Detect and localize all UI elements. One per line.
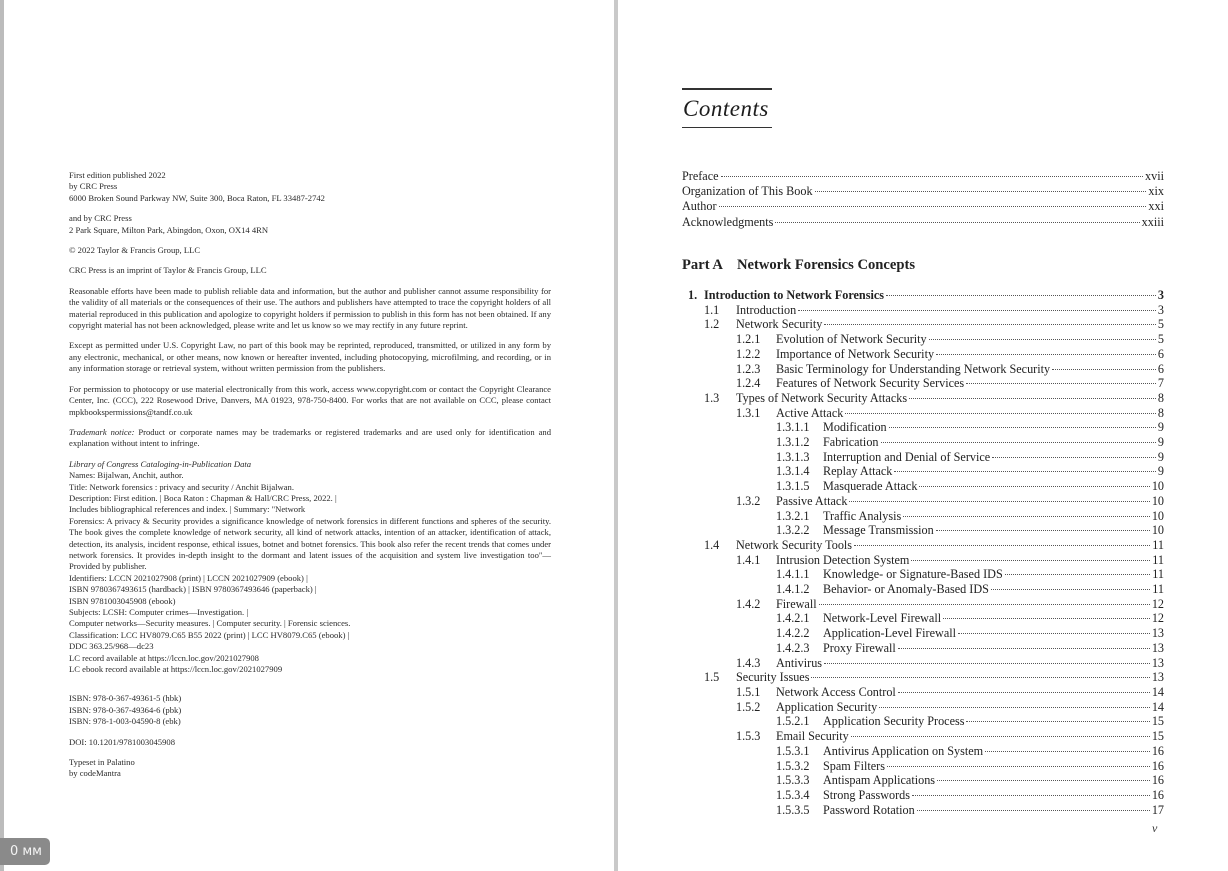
toc-entry-number: 1. bbox=[688, 288, 698, 302]
cip-line: Includes bibliographical references and index. | Summary: "Network bbox=[69, 504, 306, 515]
section-entry[interactable] bbox=[688, 656, 1164, 671]
trademark-paragraph bbox=[69, 427, 551, 450]
imprint-notice bbox=[69, 265, 551, 276]
toc-entry-page: 14 bbox=[1151, 699, 1164, 714]
disclaimer-text: Reasonable efforts have been made to publish reliable data and information, but the author and publisher cannot assume responsibility for the validity of all materials or the consequences of their use. The authors and publishers have attempted to trace the copyright holders of all material reproduced in this publication and apologize to copyright holders if permission to publish in this form has not been obtained. If any copyright material has not been acknowledged, please write and let us know so we may rectify in any future reprint. bbox=[69, 285, 551, 331]
dot-leader bbox=[851, 736, 1150, 737]
toc-entry[interactable] bbox=[682, 184, 1164, 199]
cip-data bbox=[69, 459, 551, 676]
toc-entry-label: Modification bbox=[823, 420, 887, 435]
toc-entry-number: 1.3.1 bbox=[736, 405, 761, 420]
section-entry[interactable] bbox=[688, 538, 1164, 553]
rights-paragraph bbox=[69, 340, 551, 374]
section-entry[interactable] bbox=[688, 391, 1164, 406]
toc-entry-page: 13 bbox=[1151, 640, 1164, 655]
toc-entry-label: Author bbox=[682, 199, 717, 214]
toc-entry-page: 10 bbox=[1151, 523, 1164, 538]
dot-leader bbox=[936, 354, 1156, 355]
toc-entry-label: Fabrication bbox=[823, 435, 879, 450]
cip-line: Computer networks—Security measures. | Computer security. | Forensic sciences. bbox=[69, 618, 351, 629]
toc-entry-page: xxiii bbox=[1141, 214, 1164, 229]
toc-entry-page: 13 bbox=[1151, 626, 1164, 641]
section-entry[interactable] bbox=[688, 509, 1164, 524]
toc-entry-number: 1.2.2 bbox=[736, 346, 761, 361]
toc-entry-label: Masquerade Attack bbox=[823, 479, 918, 494]
toc-entry-number: 1.4.2.1 bbox=[776, 611, 810, 626]
toc-entry-label: Traffic Analysis bbox=[823, 508, 902, 523]
cip-line: ISBN 9781003045908 (ebook) bbox=[69, 595, 176, 606]
section-entry[interactable] bbox=[688, 450, 1164, 465]
toc-entry-page: 16 bbox=[1151, 773, 1164, 788]
toc-entry-label: Antispam Applications bbox=[823, 773, 936, 788]
toc-entry-label: Application Security Process bbox=[823, 714, 965, 729]
chapter-entry[interactable] bbox=[688, 288, 1164, 303]
dot-leader bbox=[991, 589, 1150, 590]
dot-leader bbox=[992, 457, 1156, 458]
toc-entry-page: xvii bbox=[1145, 169, 1164, 183]
dot-leader bbox=[958, 633, 1150, 634]
dot-leader bbox=[937, 780, 1150, 781]
toc-entry-number: 1.4.2 bbox=[736, 596, 761, 611]
section-entry[interactable] bbox=[688, 479, 1164, 494]
page-title: Contents bbox=[683, 96, 769, 121]
toc-entry-label: Network-Level Firewall bbox=[823, 611, 942, 626]
toc-entry-page: 10 bbox=[1151, 493, 1164, 508]
dot-leader bbox=[917, 810, 1150, 811]
section-entry[interactable] bbox=[688, 685, 1164, 700]
dot-leader bbox=[824, 663, 1150, 664]
toc-entry-label: Acknowledgments bbox=[682, 214, 774, 229]
toc-entry-page: 9 bbox=[1157, 449, 1164, 464]
section-entry[interactable] bbox=[688, 332, 1164, 347]
copyright-notice bbox=[69, 245, 551, 256]
toc-entry-number: 1.5.3.4 bbox=[776, 787, 810, 802]
toc-entry-page: 8 bbox=[1157, 405, 1164, 420]
title-rule-top bbox=[682, 88, 772, 90]
section-entry[interactable] bbox=[688, 641, 1164, 656]
section-entry[interactable] bbox=[688, 729, 1164, 744]
section-entry[interactable] bbox=[688, 582, 1164, 597]
section-entry[interactable] bbox=[688, 611, 1164, 626]
toc-entry-label: Email Security bbox=[776, 729, 849, 744]
section-entry[interactable] bbox=[688, 376, 1164, 391]
dot-leader bbox=[811, 677, 1149, 678]
dot-leader bbox=[815, 191, 1147, 192]
dot-leader bbox=[824, 324, 1156, 325]
typeset-block bbox=[69, 757, 551, 780]
toc-entry-number: 1.3.1.3 bbox=[776, 449, 810, 464]
toc-entry-page: 11 bbox=[1152, 537, 1164, 552]
toc-entry-label: Network Access Control bbox=[776, 684, 896, 699]
section-entry[interactable] bbox=[688, 773, 1164, 788]
dot-leader bbox=[936, 530, 1150, 531]
publisher-line: by CRC Press bbox=[69, 181, 118, 192]
permission-paragraph bbox=[69, 384, 551, 418]
toc-entry-number: 1.4.2.2 bbox=[776, 626, 810, 641]
toc-entry-number: 1.2.1 bbox=[736, 332, 761, 347]
dot-leader bbox=[845, 413, 1156, 414]
toc-entry-page: 13 bbox=[1151, 670, 1164, 685]
toc-entry-label: Types of Network Security Attacks bbox=[736, 390, 908, 405]
toc-entry-label: Intrusion Detection System bbox=[776, 552, 910, 567]
toc-entry-number: 1.4.1.2 bbox=[776, 582, 810, 597]
section-entry[interactable] bbox=[688, 362, 1164, 377]
trademark-text: Product or corporate names may be trademarks or registered trademarks and are used only for identification and explanation without intent to infringe. bbox=[69, 426, 551, 449]
toc-entry-page: 15 bbox=[1151, 729, 1164, 744]
toc-entry-number: 1.1 bbox=[704, 302, 720, 317]
toc-entry-page: 11 bbox=[1152, 552, 1164, 567]
imprint-line: CRC Press is an imprint of Taylor & Francis Group, LLC bbox=[69, 265, 267, 276]
dot-leader bbox=[985, 751, 1150, 752]
section-entry[interactable] bbox=[688, 303, 1164, 318]
toc-entry-page: 12 bbox=[1151, 611, 1164, 626]
dot-leader bbox=[919, 486, 1149, 487]
toc-entry-label: Network Security Tools bbox=[736, 537, 853, 552]
toc-entry-label: Network Security bbox=[736, 317, 823, 332]
dot-leader bbox=[898, 692, 1150, 693]
toc-entry-label: Spam Filters bbox=[823, 758, 885, 773]
section-entry[interactable] bbox=[688, 567, 1164, 582]
section-entry[interactable] bbox=[688, 553, 1164, 568]
copyright-page bbox=[4, 0, 614, 871]
section-entry[interactable] bbox=[688, 759, 1164, 774]
dot-leader bbox=[889, 427, 1156, 428]
disclaimer-paragraph bbox=[69, 286, 551, 332]
section-entry[interactable] bbox=[688, 435, 1164, 450]
toc-entry-number: 1.4.2.3 bbox=[776, 640, 810, 655]
toc-entry-page: 9 bbox=[1157, 464, 1164, 479]
toc-entry-label: Password Rotation bbox=[823, 802, 915, 817]
toc-entry-label: Strong Passwords bbox=[823, 787, 911, 802]
toc-entry-label: Interruption and Denial of Service bbox=[823, 449, 991, 464]
publisher-line: First edition published 2022 bbox=[69, 170, 166, 180]
dot-leader bbox=[798, 310, 1156, 311]
dot-leader bbox=[879, 707, 1150, 708]
toc-entry-page: 3 bbox=[1157, 288, 1164, 302]
toc-entry-label: Application Security bbox=[776, 699, 878, 714]
section-entry[interactable] bbox=[688, 523, 1164, 538]
section-entry[interactable] bbox=[688, 744, 1164, 759]
dot-leader bbox=[854, 545, 1150, 546]
toc-entry-number: 1.2 bbox=[704, 317, 720, 332]
toc-entry-page: 12 bbox=[1151, 596, 1164, 611]
cip-line: Subjects: LCSH: Computer crimes—Investigation. | bbox=[69, 607, 249, 617]
cip-line: LC record available at https://lccn.loc.gov/2021027908 bbox=[69, 652, 259, 663]
toc-entry-number: 1.5 bbox=[704, 670, 720, 685]
toc-entry-label: Preface bbox=[682, 169, 719, 183]
toc-entry-page: 9 bbox=[1157, 420, 1164, 435]
toc-entry-label: Introduction to Network Forensics bbox=[704, 288, 884, 302]
section-entry[interactable] bbox=[688, 788, 1164, 803]
toc-entry-number: 1.3.2 bbox=[736, 493, 761, 508]
cip-line: Description: First edition. | Boca Raton : Chapman & Hall/CRC Press, 2022. | bbox=[69, 492, 337, 503]
contents-page bbox=[618, 0, 1228, 871]
section-entry[interactable] bbox=[688, 670, 1164, 685]
toc-entry-number: 1.3.2.2 bbox=[776, 523, 810, 538]
toc-entry-label: Basic Terminology for Understanding Network Security bbox=[776, 361, 1051, 376]
toc-entry-label: Evolution of Network Security bbox=[776, 332, 927, 347]
dot-leader bbox=[966, 383, 1156, 384]
part-heading[interactable] bbox=[682, 257, 915, 274]
permission-text: For permission to photocopy or use material electronically from this work, access www.copyright.com or contact the Copyright Clearance Center, Inc. (CCC), 222 Rosewood Drive, Danvers, MA 01923, 978-750-8400. For works that are not available on CCC, please contact mpkbookspermissions@tandf.co.uk bbox=[69, 383, 551, 417]
dot-leader bbox=[886, 295, 1156, 296]
toc-entry-page: 10 bbox=[1151, 508, 1164, 523]
dot-leader bbox=[943, 618, 1150, 619]
isbn-line: ISBN: 978-0-367-49364-6 (pbk) bbox=[69, 704, 182, 715]
toc-entry-number: 1.4.1 bbox=[736, 552, 761, 567]
toc-entry-number: 1.4 bbox=[704, 537, 720, 552]
toc-entry-number: 1.2.4 bbox=[736, 376, 761, 391]
cip-line: DDC 363.25/968—dc23 bbox=[69, 641, 154, 652]
toc-entry-number: 1.4.3 bbox=[736, 655, 761, 670]
toc-entry-page: 15 bbox=[1151, 714, 1164, 729]
toc-entry-number: 1.3 bbox=[704, 390, 720, 405]
dot-leader bbox=[849, 501, 1149, 502]
toc-entry-number: 1.3.1.1 bbox=[776, 420, 810, 435]
section-entry[interactable] bbox=[688, 317, 1164, 332]
toc-entry-page: 5 bbox=[1157, 332, 1164, 347]
toc-entry-label: Passive Attack bbox=[776, 493, 848, 508]
toc-entry-number: 1.5.3.1 bbox=[776, 743, 810, 758]
section-entry[interactable] bbox=[688, 347, 1164, 362]
toc-entry-number: 1.5.3.2 bbox=[776, 758, 810, 773]
typeset-line: by codeMantra bbox=[69, 768, 121, 779]
publisher-address: 2 Park Square, Milton Park, Abingdon, Oxon, OX14 4RN bbox=[69, 224, 269, 235]
dot-leader bbox=[909, 398, 1156, 399]
toc-entry-label: Antivirus bbox=[776, 655, 823, 670]
toc-entry-page: 7 bbox=[1157, 376, 1164, 391]
cip-line: Classification: LCC HV8079.C65 B55 2022 (print) | LCC HV8079.C65 (ebook) | bbox=[69, 629, 350, 640]
section-entry[interactable] bbox=[688, 700, 1164, 715]
section-entry[interactable] bbox=[688, 420, 1164, 435]
publisher-block-uk bbox=[69, 213, 551, 236]
dot-leader bbox=[881, 442, 1156, 443]
toc-entry-page: 13 bbox=[1151, 655, 1164, 670]
toc-entry-label: Importance of Network Security bbox=[776, 346, 935, 361]
doi-block bbox=[69, 737, 551, 748]
dot-leader bbox=[966, 721, 1149, 722]
cip-summary: Forensics: A privacy & Security provides a significance knowledge of network forensics in different functions and spheres of the security. The book gives the complete knowledge of network security, all kind of network attacks, intention of an attacker, identification of attack, detection, its analysis, incident response, ethical issues, botnet and botnet forensics. This book also refer the recent trends that comes under network forensics. It provides in-depth insight to the dormant and latent issues of the acquisition and system live investigation too"— Provided by publisher. bbox=[69, 515, 551, 572]
publisher-block bbox=[69, 170, 551, 204]
toc-entry-page: 5 bbox=[1157, 317, 1164, 332]
dot-leader bbox=[721, 176, 1143, 177]
toc-entry-page: 16 bbox=[1151, 787, 1164, 802]
toc-entry-page: 17 bbox=[1151, 802, 1164, 817]
dot-leader bbox=[775, 222, 1139, 223]
title-rule-bottom bbox=[682, 127, 772, 128]
section-entry[interactable] bbox=[688, 803, 1164, 818]
dot-leader bbox=[894, 471, 1156, 472]
cip-line: Names: Bijalwan, Anchit, author. bbox=[69, 470, 184, 481]
toc-entry-label: Features of Network Security Services bbox=[776, 376, 965, 391]
isbn-line: ISBN: 978-0-367-49361-5 (hbk) bbox=[69, 693, 182, 704]
toc-entry[interactable] bbox=[682, 169, 1164, 184]
isbn-block bbox=[69, 693, 551, 727]
toc-entry-page: 14 bbox=[1151, 684, 1164, 699]
page-number: v bbox=[1152, 821, 1158, 835]
toc-entry-number: 1.5.2 bbox=[736, 699, 761, 714]
section-entry[interactable] bbox=[688, 597, 1164, 612]
front-matter-list bbox=[682, 169, 1164, 230]
publisher-address: 6000 Broken Sound Parkway NW, Suite 300, Boca Raton, FL 33487-2742 bbox=[69, 192, 325, 203]
toc-entry[interactable] bbox=[682, 215, 1164, 230]
section-entry[interactable] bbox=[688, 714, 1164, 729]
toc-entry-page: 3 bbox=[1157, 302, 1164, 317]
part-label: Part A bbox=[682, 257, 723, 273]
dot-leader bbox=[1052, 369, 1156, 370]
publisher-line: and by CRC Press bbox=[69, 213, 132, 224]
toc-entry-page: 16 bbox=[1151, 758, 1164, 773]
section-entry[interactable] bbox=[688, 626, 1164, 641]
section-entry[interactable] bbox=[688, 464, 1164, 479]
toc-entry-page: 6 bbox=[1157, 346, 1164, 361]
toc-entry-label: Introduction bbox=[736, 302, 797, 317]
toc-entry-page: xxi bbox=[1148, 199, 1164, 214]
dot-leader bbox=[929, 339, 1156, 340]
part-title: Network Forensics Concepts bbox=[736, 257, 916, 273]
cip-line: ISBN 9780367493615 (hardback) | ISBN 9780367493646 (paperback) | bbox=[69, 584, 317, 595]
toc-entry-label: Message Transmission bbox=[823, 523, 934, 538]
toc-entry-label: Knowledge- or Signature-Based IDS bbox=[823, 567, 1003, 582]
toc-entry-page: 6 bbox=[1157, 361, 1164, 376]
toc-entry-label: Application-Level Firewall bbox=[823, 626, 957, 641]
toc-entry-page: 9 bbox=[1157, 435, 1164, 450]
toc-entry-page: xix bbox=[1148, 184, 1164, 199]
toc-entry-label: Behavior- or Anomaly-Based IDS bbox=[823, 582, 989, 597]
toc-entry-number: 1.4.1.1 bbox=[776, 567, 810, 582]
cip-line: LC ebook record available at https://lccn.loc.gov/2021027909 bbox=[69, 664, 283, 675]
cip-line: Title: Network forensics : privacy and security / Anchit Bijalwan. bbox=[69, 481, 294, 492]
toc-entry-number: 1.5.3 bbox=[736, 729, 761, 744]
toc-entry-page: 11 bbox=[1152, 567, 1164, 582]
isbn-line: ISBN: 978-1-003-04590-8 (ebk) bbox=[69, 716, 181, 727]
section-entry[interactable] bbox=[688, 494, 1164, 509]
toc-entry-page: 11 bbox=[1152, 582, 1164, 597]
section-entry[interactable] bbox=[688, 406, 1164, 421]
rights-text: Except as permitted under U.S. Copyright Law, no part of this book may be reprinted, reproduced, transmitted, or utilized in any form by any electronic, mechanical, or other means, now known or hereafter invented, including photocopying, microfilming, and recording, or in any information storage or retrieval system, without written permission from the publishers. bbox=[69, 340, 551, 374]
toc-entry-number: 1.3.1.4 bbox=[776, 464, 810, 479]
chapter-toc-list bbox=[688, 288, 1164, 817]
dot-leader bbox=[887, 766, 1150, 767]
dot-leader bbox=[912, 795, 1150, 796]
copyright-text bbox=[69, 170, 551, 789]
toc-entry-label: Organization of This Book bbox=[682, 184, 813, 199]
trademark-label: Trademark notice: bbox=[69, 426, 135, 437]
dot-leader bbox=[903, 516, 1150, 517]
dot-leader bbox=[1005, 574, 1151, 575]
toc-entry-label: Antivirus Application on System bbox=[823, 743, 984, 758]
toc-entry-number: 1.3.1.2 bbox=[776, 435, 810, 450]
toc-entry-label: Firewall bbox=[776, 596, 817, 611]
toc-entry-label: Proxy Firewall bbox=[823, 640, 896, 655]
typeset-line: Typeset in Palatino bbox=[69, 757, 135, 768]
copyright-line: © 2022 Taylor & Francis Group, LLC bbox=[69, 245, 201, 256]
toc-entry-page: 16 bbox=[1151, 743, 1164, 758]
toc-entry-number: 1.5.2.1 bbox=[776, 714, 810, 729]
dot-leader bbox=[911, 560, 1150, 561]
cip-heading: Library of Congress Cataloging-in-Publication Data bbox=[69, 458, 252, 469]
toc-entry-label: Security Issues bbox=[736, 670, 810, 685]
dot-leader bbox=[898, 648, 1150, 649]
toc-entry-page: 10 bbox=[1151, 479, 1164, 494]
cip-line: Identifiers: LCCN 2021027908 (print) | LCCN 2021027909 (ebook) | bbox=[69, 572, 308, 583]
zoom-indicator[interactable]: 0 мм bbox=[0, 838, 50, 865]
dot-leader bbox=[819, 604, 1150, 605]
doi-line: DOI: 10.1201/9781003045908 bbox=[69, 736, 175, 747]
toc-entry-number: 1.2.3 bbox=[736, 361, 761, 376]
toc-entry-number: 1.3.1.5 bbox=[776, 479, 810, 494]
toc-entry-number: 1.5.1 bbox=[736, 684, 761, 699]
toc-entry-label: Active Attack bbox=[776, 405, 844, 420]
toc-entry-number: 1.5.3.3 bbox=[776, 773, 810, 788]
toc-entry[interactable] bbox=[682, 199, 1164, 214]
toc-entry-number: 1.5.3.5 bbox=[776, 802, 810, 817]
toc-entry-label: Replay Attack bbox=[823, 464, 893, 479]
toc-entry-number: 1.3.2.1 bbox=[776, 508, 810, 523]
toc-entry-page: 8 bbox=[1157, 390, 1164, 405]
dot-leader bbox=[719, 206, 1147, 207]
